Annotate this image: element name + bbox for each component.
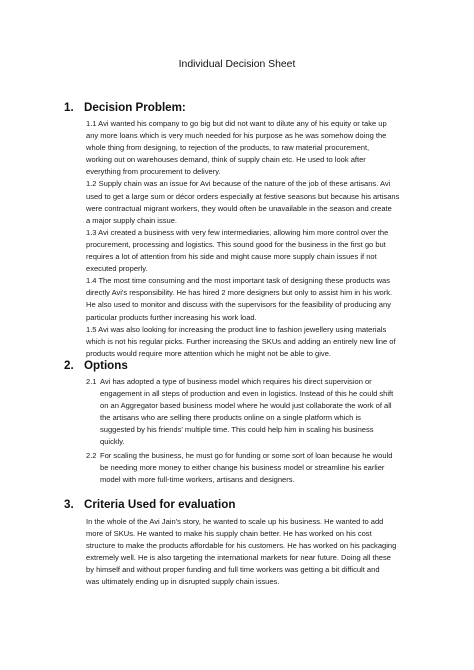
text-line: by himself and without proper funding and full time workers was getting a bit difficult and (86, 565, 380, 575)
text-line: a major supply chain issue. (86, 215, 178, 225)
text-line: working out on warehouses demand, think of supply chain etc. He used to look after (86, 155, 366, 165)
text-line: model with more full-time workers, artisans and designers. (100, 475, 295, 485)
text-line: Avi has adopted a type of business model which requires his direct supervision or (100, 377, 372, 386)
text-line: For scaling the business, he must go for funding or some sort of loan because he would (100, 451, 393, 460)
text-line: directly Avi's responsibility. He has hired 2 more designers but only to assist him in his work. (86, 288, 393, 298)
section-title: Criteria Used for evaluation (84, 498, 236, 511)
text-line: In the whole of the Avi Jain's story, he wanted to scale up his business. He wanted to add (86, 517, 384, 526)
section-title: Decision Problem: (84, 101, 186, 114)
text-line: the artisans who are selling there products online on a single platform which is (100, 413, 361, 423)
section-heading-decision-problem (64, 100, 186, 115)
option-item-2-1 (86, 376, 422, 449)
text-line: 1.1 Avi wanted his company to go big but did not want to dilute any of his equity or take up (86, 119, 387, 128)
text-line: whole thing from designing, to rejection of the products, to raw material procurement, (86, 143, 370, 153)
text-line: were contractual migrant workers, they would often be unavailable in the season and create (86, 203, 392, 213)
text-line: 1.5 Avi was also looking for increasing the product line to fashion jewellery using materials (86, 324, 387, 334)
page-title: Individual Decision Sheet (178, 59, 296, 70)
section-number: 2. (64, 359, 74, 372)
decision-problem-text (86, 118, 418, 360)
text-line: everything from procurement to delivery. (86, 167, 221, 177)
text-line: particular products further increasing his work load. (86, 312, 257, 322)
option-number: 2.2 (86, 451, 97, 460)
text-line: was ultimately ending up in disrupted supply chain issues. (86, 577, 280, 587)
text-line: 1.3 Avi created a business with very few intermediaries, allowing him more control over the (86, 227, 389, 237)
text-line: more of SKUs. He wanted to make his supply chain better. He has worked on his cost (86, 529, 372, 539)
section-heading-options (64, 358, 128, 373)
text-line: be needing more money to either change his business model or streamline his earlier (100, 463, 385, 473)
text-line: suggested by his friends' multiple time. This could help him in scaling his business (100, 425, 374, 435)
text-line: which is not his regular picks. Further increasing the SKUs and adding an entirely new line of (86, 336, 396, 346)
text-line: used to get a large sum or décor orders especially at festive seasons but because his artisans (86, 191, 400, 201)
text-line: quickly. (100, 437, 125, 447)
section-number: 3. (64, 498, 74, 511)
option-item-2-2 (86, 450, 422, 486)
text-line: structure to make the products affordable for his customers. He has worked on his packaging (86, 541, 397, 551)
text-line: executed properly. (86, 264, 148, 274)
text-line: engagement in all steps of production and even in logistics. Instead of this he could shift (100, 389, 394, 399)
text-line: any more loans which is very much needed for his purpose as he was somehow doing the (86, 131, 387, 141)
text-line: requires a lot of attention from his side and might cause more supply chain issues if not (86, 252, 377, 262)
section-title: Options (84, 359, 128, 372)
text-line: 1.2 Supply chain was an issue for Avi because of the nature of the job of these artisans. Avi (86, 179, 391, 189)
text-line: procurement, processing and logistics. This sound good for the business in the first go but (86, 239, 386, 249)
text-line: He also used to monitor and discuss with the supervisors for the feasibility of producing any (86, 300, 391, 310)
text-line: extremely well. He is also targeting the international markets for near future. Doing all these (86, 553, 391, 563)
section-heading-criteria (64, 497, 235, 512)
option-number: 2.1 (86, 377, 97, 386)
criteria-text (86, 516, 418, 589)
text-line: 1.4 The most time consuming and the most important task of designing these products was (86, 276, 390, 286)
text-line: products would require more attention which he might not be able to give. (86, 348, 331, 358)
section-number: 1. (64, 101, 74, 114)
text-line: on an Aggregator based business model where he would just collaborate the work of all (100, 401, 392, 411)
